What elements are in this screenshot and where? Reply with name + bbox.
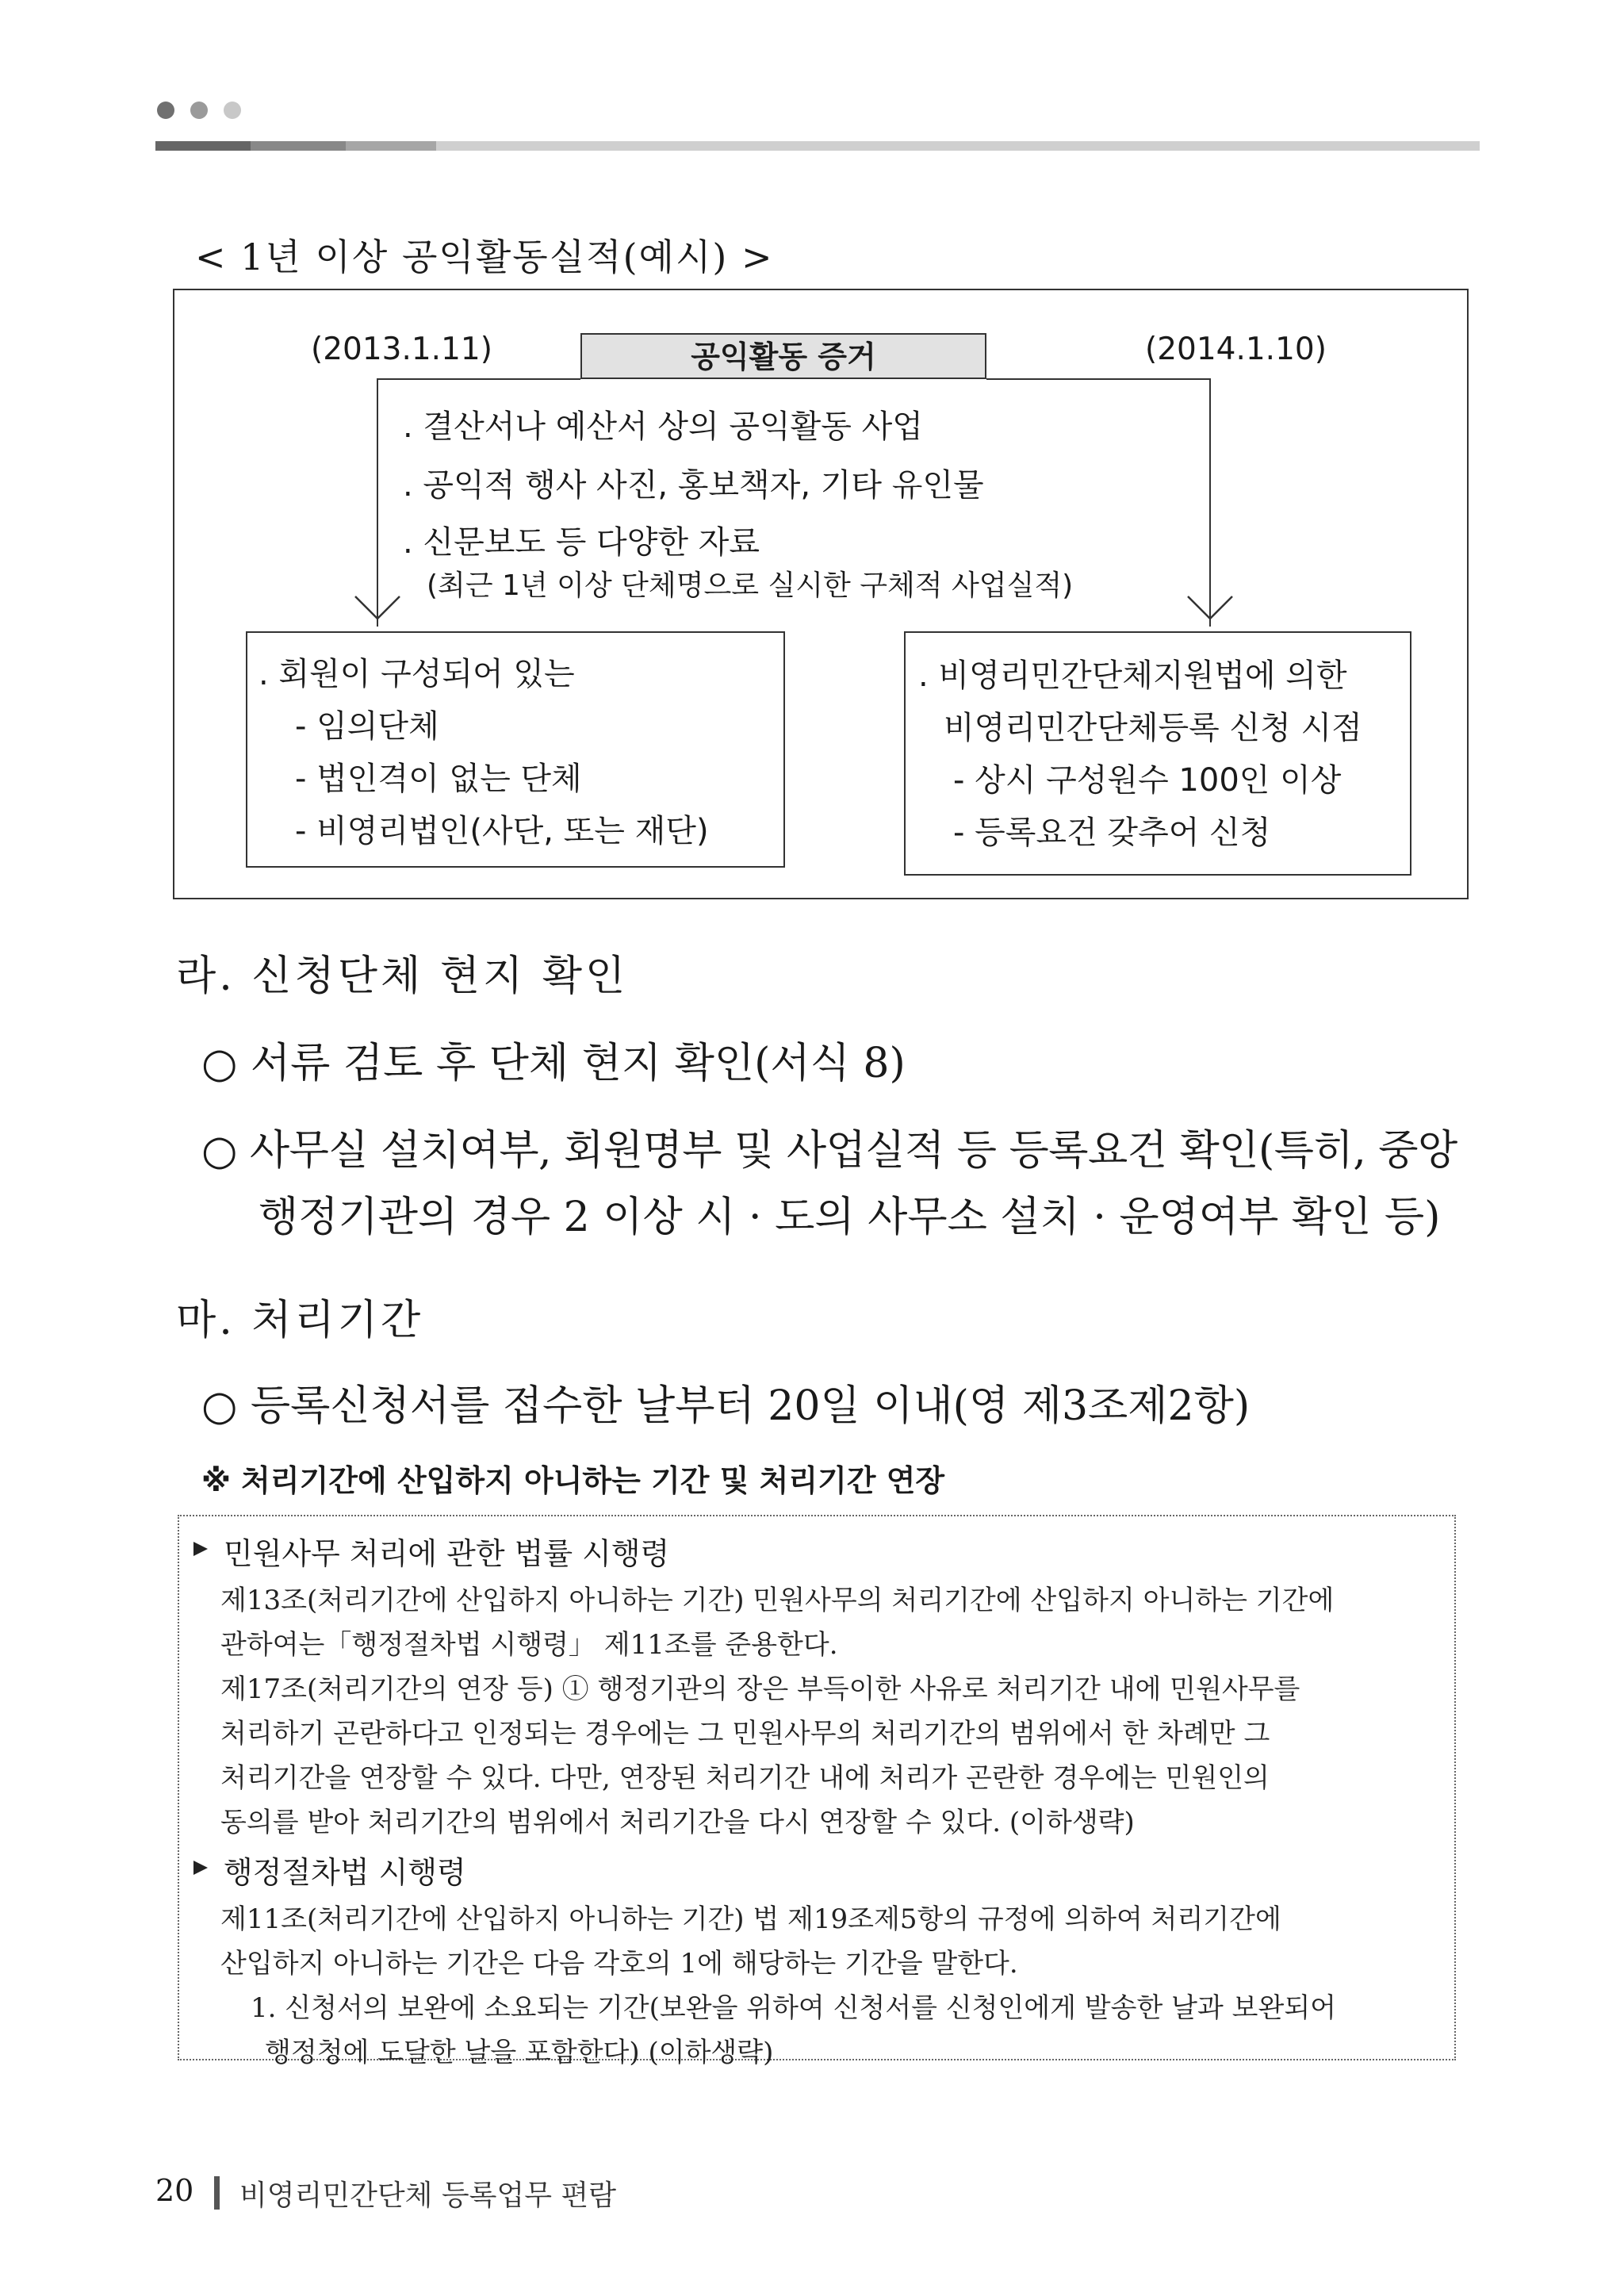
section-ra-bullet-2-cont: 행정기관의 경우 2 이상 시 · 도의 사무소 설치 · 운영여부 확인 등) [259, 1194, 1441, 1241]
left-box-line-3: - 법인격이 없는 단체 [295, 761, 582, 797]
section-ra-heading: 라. 신청단체 현지 확인 [176, 953, 629, 1000]
law2-line-2: 산입하지 아니하는 기간은 다음 각호의 1에 해당하는 기간을 말한다. [220, 1948, 1018, 1980]
diagram-connector [0, 0, 1624, 634]
right-box-line-3: - 상시 구성원수 100인 이상 [953, 762, 1342, 799]
evidence-item-1: . 결산서나 예산서 상의 공익활동 사업 [403, 408, 923, 445]
date-end: (2014.1.10) [1145, 332, 1327, 367]
section-ra-bullet-1: ○ 서류 검토 후 단체 현지 확인(서식 8) [201, 1040, 906, 1087]
right-box [904, 631, 1411, 876]
section-ma-note: ※ 처리기간에 산입하지 아니하는 기간 및 처리기간 연장 [201, 1463, 945, 1498]
law2-title: 행정절차법 시행령 [224, 1855, 466, 1890]
right-box-line-1: . 비영리민간단체지원법에 의한 [918, 657, 1347, 694]
date-start: (2013.1.11) [311, 332, 492, 367]
law1-line-4: 처리하기 곤란하다고 인정되는 경우에는 그 민원사무의 처리기간의 범위에서 한 차례만 그 [220, 1718, 1270, 1750]
left-box [246, 631, 785, 868]
footer-page-number: 20 [155, 2173, 194, 2208]
triangle-bullet-icon [192, 1540, 209, 1558]
law1-line-6: 동의를 받아 처리기간의 범위에서 처리기간을 다시 연장할 수 있다. (이하생략) [220, 1807, 1135, 1838]
section-ma-heading: 마. 처리기간 [176, 1297, 424, 1344]
law1-line-1: 제13조(처리기간에 산입하지 아니하는 기간) 민원사무의 처리기간에 산입하지 아니하는 기간에 [220, 1585, 1335, 1616]
section-ma-bullet: ○ 등록신청서를 접수한 날부터 20일 이내(영 제3조제2항) [201, 1382, 1251, 1430]
footer-divider [214, 2176, 220, 2210]
law1-line-5: 처리기간을 연장할 수 있다. 다만, 연장된 처리기간 내에 처리가 곤란한 경우에는 민원인의 [220, 1762, 1270, 1794]
law1-title: 민원사무 처리에 관한 법률 시행령 [224, 1536, 670, 1571]
section-ra-bullet-2: ○ 사무실 설치여부, 회원명부 및 사업실적 등 등록요건 확인(특히, 중앙 [201, 1127, 1457, 1175]
triangle-bullet-icon [192, 1859, 209, 1876]
right-box-line-4: - 등록요건 갖추어 신청 [953, 815, 1271, 851]
law1-line-3: 제17조(처리기간의 연장 등) ① 행정기관의 장은 부득이한 사유로 처리기간 내에 민원사무를 [220, 1673, 1300, 1705]
evidence-title: 공익활동 증거 [580, 333, 986, 379]
left-box-line-4: - 비영리법인(사단, 또는 재단) [295, 813, 709, 849]
law2-line-3: 1. 신청서의 보완에 소요되는 기간(보완을 위하여 신청서를 신청인에게 발송한 날과 보완되어 [251, 1992, 1337, 2024]
evidence-item-3: . 신문보도 등 다양한 자료 [403, 524, 760, 561]
law2-line-4: 행정청에 도달한 날을 포함한다) (이하생략) [265, 2037, 774, 2068]
footer-book-title: 비영리민간단체 등록업무 편람 [239, 2179, 616, 2212]
evidence-note: (최근 1년 이상 단체명으로 실시한 구체적 사업실적) [427, 569, 1074, 602]
law1-line-2: 관하여는「행정절차법 시행령」 제11조를 준용한다. [220, 1629, 838, 1661]
left-box-line-2: - 임의단체 [295, 708, 439, 745]
diagram-title: < 1년 이상 공익활동실적(예시) > [195, 236, 774, 278]
left-box-line-1: . 회원이 구성되어 있는 [259, 656, 575, 692]
right-box-line-2: 비영리민간단체등록 신청 시점 [944, 710, 1362, 746]
evidence-item-2: . 공익적 행사 사진, 홍보책자, 기타 유인물 [403, 467, 984, 504]
law2-line-1: 제11조(처리기간에 산입하지 아니하는 기간) 법 제19조제5항의 규정에 의하여 처리기간에 [220, 1903, 1281, 1935]
